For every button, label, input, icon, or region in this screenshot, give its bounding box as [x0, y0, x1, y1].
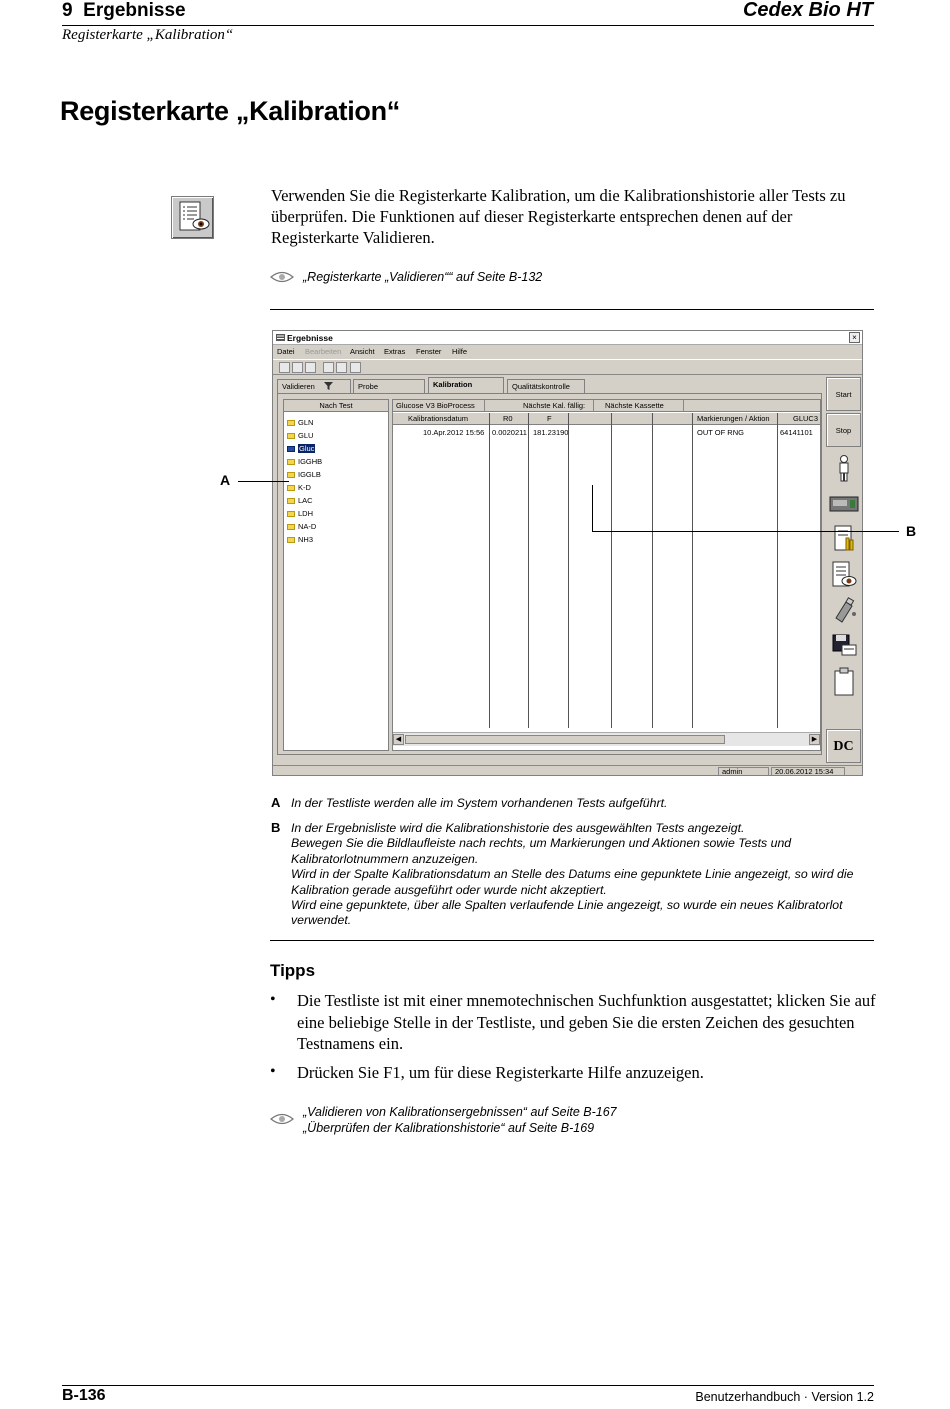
calibration-history-icon[interactable]: [826, 558, 861, 592]
callout-b-line-horizontal: [592, 531, 899, 532]
status-user: admin: [718, 767, 769, 776]
selected-test-name: Glucose V3 BioProcess: [396, 401, 475, 410]
menu-fenster[interactable]: Fenster: [416, 347, 442, 356]
eye-icon: [270, 270, 294, 289]
close-icon[interactable]: ×: [849, 332, 860, 343]
start-button[interactable]: Start: [826, 377, 861, 411]
folder-icon: [287, 459, 295, 465]
callout-b-line-vertical: [592, 485, 593, 532]
cell-gluc3: 64141101: [780, 428, 813, 437]
callout-b-label: B: [906, 523, 917, 539]
legend-b-text: In der Ergebnisliste wird die Kalibrationshistorie des ausgewählten Tests angezeigt. Bewegen Sie die Bildlaufleiste nach rechts, um Markierungen und Aktionen sowie Tests und Kalibratorlotnummern anzuzeigen. Wird in der Spalte Kalibrationsdatum an Stelle des Datums eine gepunktete Linie angezeigt, so wird die Kalibration gerade ausgeführt oder wurde nicht akzeptiert. Wird eine gepunktete, über alle Spalten verlaufende Linie angezeigt, so wurde ein neues Kalibratorlot verwendet.: [291, 821, 854, 928]
toolbar: [273, 359, 862, 375]
xref-list: [303, 1104, 617, 1136]
calibration-history-icon: [171, 196, 214, 239]
callout-a-line: [238, 481, 289, 482]
status-bar: [273, 765, 862, 776]
menu-extras[interactable]: Extras: [384, 347, 406, 356]
next-cassette-label: Nächste Kassette: [605, 401, 664, 410]
next-cal-due-label: Nächste Kal. fällig:: [523, 401, 586, 410]
list-item[interactable]: IGGHB: [287, 457, 322, 470]
chapter-number: 9: [62, 0, 73, 21]
list-item[interactable]: LDH: [287, 509, 313, 522]
callout-a-label: A: [220, 472, 231, 488]
eye-icon: [270, 1112, 294, 1131]
legend-a-text: In der Testliste werden alle im System vorhandenen Tests aufgeführt.: [291, 796, 668, 810]
export-icon[interactable]: [350, 362, 361, 373]
test-list-header[interactable]: Nach Test: [284, 400, 388, 412]
folder-icon: [287, 485, 295, 491]
table-row[interactable]: [393, 427, 821, 438]
reagent-bottle-icon[interactable]: [826, 593, 861, 627]
scrollbar-thumb[interactable]: [405, 735, 725, 744]
menu-ansicht[interactable]: Ansicht: [350, 347, 375, 356]
analyzer-icon[interactable]: [826, 487, 861, 521]
preview-icon[interactable]: [336, 362, 347, 373]
menu-hilfe[interactable]: Hilfe: [452, 347, 468, 356]
cell-markierungen: OUT OF RNG: [697, 428, 744, 437]
product-name: Cedex Bio HT: [742, 0, 873, 21]
scroll-left-icon[interactable]: ◀: [393, 734, 404, 745]
dc-button[interactable]: DC: [826, 729, 861, 763]
header-rule: [62, 25, 874, 26]
xref-kalibrationshistorie[interactable]: „Überprüfen der Kalibrationshistorie“ auf Seite B-169: [303, 1121, 595, 1135]
folder-icon: [287, 472, 295, 478]
list-item[interactable]: GLU: [287, 431, 313, 444]
list-item-selected[interactable]: Gluc: [287, 444, 315, 457]
bullet: •: [270, 1063, 276, 1080]
footer-rule: [62, 1385, 874, 1386]
folder-icon: [287, 537, 295, 543]
page-title: Registerkarte „Kalibration“: [60, 96, 400, 126]
cell-kalibrationsdatum: 10.Apr.2012 15:56: [423, 428, 485, 437]
list-item[interactable]: NA-D: [287, 522, 316, 535]
results-info-bar: [393, 400, 821, 412]
ergebnisse-window: [272, 330, 863, 776]
folder-icon: [287, 433, 295, 439]
cell-f: 181.23190: [533, 428, 569, 437]
test-list[interactable]: [283, 399, 389, 751]
filter-icon[interactable]: [324, 382, 333, 392]
menu-datei[interactable]: Datei: [277, 347, 295, 356]
folder-icon: [287, 524, 295, 530]
tip-item: Drücken Sie F1, um für diese Registerkarte Hilfe anzuzeigen.: [297, 1063, 704, 1082]
page-number: B-136: [62, 1387, 106, 1404]
folder-icon: [287, 498, 295, 504]
bullet: •: [270, 991, 276, 1008]
tip-item: Die Testliste ist mit einer mnemotechnischen Suchfunktion ausgestattet; klicken Sie auf eine beliebige Stelle in der Testliste, und geben Sie die ersten Zeichen des gesuchten Testnamens ein.: [297, 991, 876, 1053]
results-grid[interactable]: [392, 399, 821, 751]
menubar: [273, 346, 862, 358]
intro-paragraph: Verwenden Sie die Registerkarte Kalibration, um die Kalibrationshistorie aller Tests zu überprüfen. Die Funktionen auf dieser Registerkarte entsprechen denen auf der Registerkarte Validieren.: [271, 186, 846, 247]
menu-bearbeiten[interactable]: Bearbeiten: [305, 347, 342, 356]
tips-heading: Tipps: [270, 961, 316, 980]
tab-qualitaetskontrolle[interactable]: Qualitätskontrolle: [507, 379, 585, 393]
stop-button[interactable]: Stop: [826, 413, 861, 447]
horizontal-scrollbar[interactable]: [393, 732, 821, 746]
list-item[interactable]: LAC: [287, 496, 313, 509]
status-datetime: 20.06.2012 15:34: [771, 767, 845, 776]
list-item[interactable]: IGGLB: [287, 470, 321, 483]
section-rule: [270, 940, 874, 941]
chapter-title: Ergebnisse: [83, 0, 186, 21]
window-title: Ergebnisse: [287, 333, 333, 343]
cell-r0: 0.0020211: [492, 428, 527, 437]
doc-info: Benutzerhandbuch · Version 1.2: [695, 1390, 874, 1404]
xref-validieren-kalibration[interactable]: „Validieren von Kalibrationsergebnissen“ auf Seite B-167: [303, 1105, 617, 1119]
chart-icon[interactable]: [292, 362, 303, 373]
tab-panel: [277, 393, 822, 755]
legend-a-letter: A: [271, 795, 281, 810]
section-rule: [270, 309, 874, 310]
validation-report-icon[interactable]: [826, 522, 861, 556]
save-print-icon[interactable]: [826, 629, 861, 663]
list-item[interactable]: K-D: [287, 483, 311, 496]
folder-icon: [287, 511, 295, 517]
legend-b-letter: B: [271, 820, 281, 835]
tab-kalibration[interactable]: Kalibration: [428, 377, 504, 393]
scroll-right-icon[interactable]: ▶: [809, 734, 820, 745]
header-subtitle: Registerkarte „Kalibration“: [62, 27, 234, 43]
chapter-heading: [62, 0, 186, 22]
tab-validieren[interactable]: Validieren: [277, 379, 351, 393]
folder-icon: [287, 420, 295, 426]
column-header[interactable]: Markierungen / Aktion: [697, 414, 770, 423]
user-icon[interactable]: [826, 451, 861, 485]
column-header[interactable]: R0: [503, 414, 513, 423]
xref-validieren[interactable]: „Registerkarte „Validieren““ auf Seite B-132: [303, 270, 543, 284]
column-header[interactable]: GLUC3: [793, 414, 819, 423]
folder-open-icon: [287, 446, 295, 452]
window-titlebar: [273, 331, 862, 345]
action-sidebar: [826, 377, 862, 764]
edit-icon[interactable]: [279, 362, 290, 373]
list-item[interactable]: NH3: [287, 535, 313, 548]
results-column-headers: [393, 413, 821, 425]
clipboard-icon[interactable]: [826, 665, 861, 699]
print-icon[interactable]: [323, 362, 334, 373]
tab-probe[interactable]: Probe: [353, 379, 425, 393]
column-header[interactable]: F: [547, 414, 552, 423]
window-menu-icon[interactable]: [276, 334, 285, 343]
list-item[interactable]: GLN: [287, 418, 313, 431]
column-header[interactable]: Kalibrationsdatum: [408, 414, 469, 423]
report-icon[interactable]: [305, 362, 316, 373]
